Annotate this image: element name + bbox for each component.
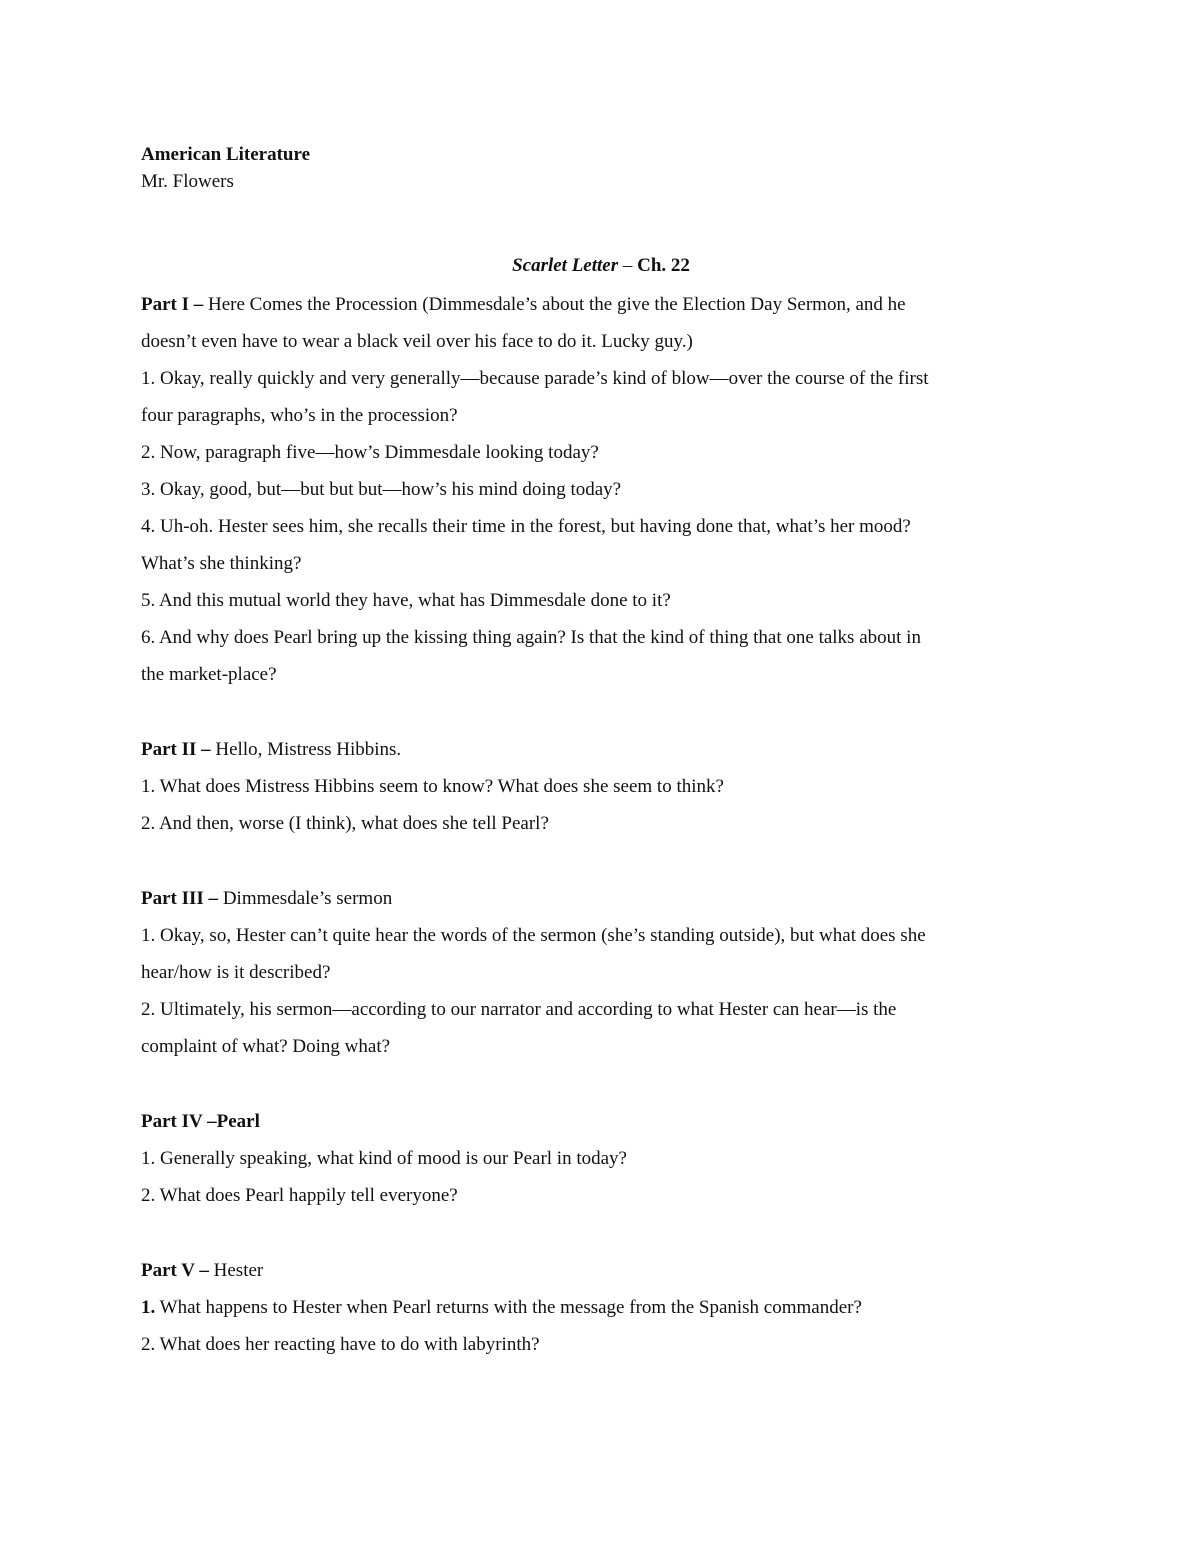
part-2-title: Hello, Mistress Hibbins. [210, 739, 402, 760]
part-2-question-1: 1. What does Mistress Hibbins seem to know? What does she seem to think? [141, 776, 724, 797]
spacer [141, 1065, 1061, 1103]
part-5-question-1-number: 1. [141, 1297, 156, 1318]
document-page [141, 141, 1061, 1363]
part-5-heading [141, 1252, 1061, 1289]
part-1-question-1: 1. Okay, really quickly and very generally—because parade’s kind of blow—over the course of the first [141, 368, 929, 389]
course-title: American Literature [141, 144, 311, 165]
part-1-heading [141, 286, 1061, 323]
part-4-label: Part IV – [141, 1111, 217, 1132]
part-2-label: Part II – [141, 739, 211, 760]
part-4-question-2: 2. What does Pearl happily tell everyone? [141, 1185, 458, 1206]
part-5-question-1-text: What happens to Hester when Pearl returns with the message from the Spanish commander? [155, 1297, 862, 1318]
part-3-question-1: 1. Okay, so, Hester can’t quite hear the words of the sermon (she’s standing outside), but what does she [141, 925, 926, 946]
part-3-question-1-cont: hear/how is it described? [141, 962, 331, 983]
part-1-title: Here Comes the Procession (Dimmesdale’s about the give the Election Day Sermon, and he [203, 294, 906, 315]
part-1-label: Part I – [141, 294, 204, 315]
worksheet-title [141, 246, 1061, 286]
spacer [141, 1214, 1061, 1252]
part-1-heading-cont: doesn’t even have to wear a black veil over his face to do it. Lucky guy.) [141, 331, 693, 352]
part-4-title: Pearl [216, 1111, 260, 1132]
part-5-label: Part V – [141, 1260, 209, 1281]
part-4-heading [141, 1103, 1061, 1140]
part-2-heading [141, 731, 1061, 768]
part-1-question-1-cont: four paragraphs, who’s in the procession? [141, 405, 458, 426]
part-1-question-6: 6. And why does Pearl bring up the kissing thing again? Is that the kind of thing that one talks about in [141, 627, 921, 648]
part-5-title: Hester [208, 1260, 264, 1281]
part-2-question-2: 2. And then, worse (I think), what does she tell Pearl? [141, 813, 549, 834]
part-1-question-4: 4. Uh-oh. Hester sees him, she recalls their time in the forest, but having done that, what’s her mood? [141, 516, 911, 537]
part-3-label: Part III – [141, 888, 219, 909]
spacer [141, 842, 1061, 880]
part-1-question-5: 5. And this mutual world they have, what has Dimmesdale done to it? [141, 590, 671, 611]
part-1-question-4-cont: What’s she thinking? [141, 553, 302, 574]
part-5-question-1 [141, 1289, 1061, 1326]
part-1-question-6-cont: the market-place? [141, 664, 277, 685]
part-1-question-3: 3. Okay, good, but—but but but—how’s his mind doing today? [141, 479, 622, 500]
part-3-question-2-cont: complaint of what? Doing what? [141, 1036, 391, 1057]
part-5-question-2: 2. What does her reacting have to do with labyrinth? [141, 1334, 540, 1355]
book-title: Scarlet Letter [512, 255, 619, 276]
part-3-heading [141, 880, 1061, 917]
part-3-question-2: 2. Ultimately, his sermon—according to our narrator and according to what Hester can hear—is the [141, 999, 897, 1020]
part-3-title: Dimmesdale’s sermon [218, 888, 393, 909]
spacer [141, 693, 1061, 731]
part-1-question-2: 2. Now, paragraph five—how’s Dimmesdale looking today? [141, 442, 599, 463]
teacher-name: Mr. Flowers [141, 171, 234, 192]
chapter-label: Ch. 22 [637, 255, 690, 276]
title-dash: – [618, 255, 638, 276]
part-4-question-1: 1. Generally speaking, what kind of mood is our Pearl in today? [141, 1148, 627, 1169]
